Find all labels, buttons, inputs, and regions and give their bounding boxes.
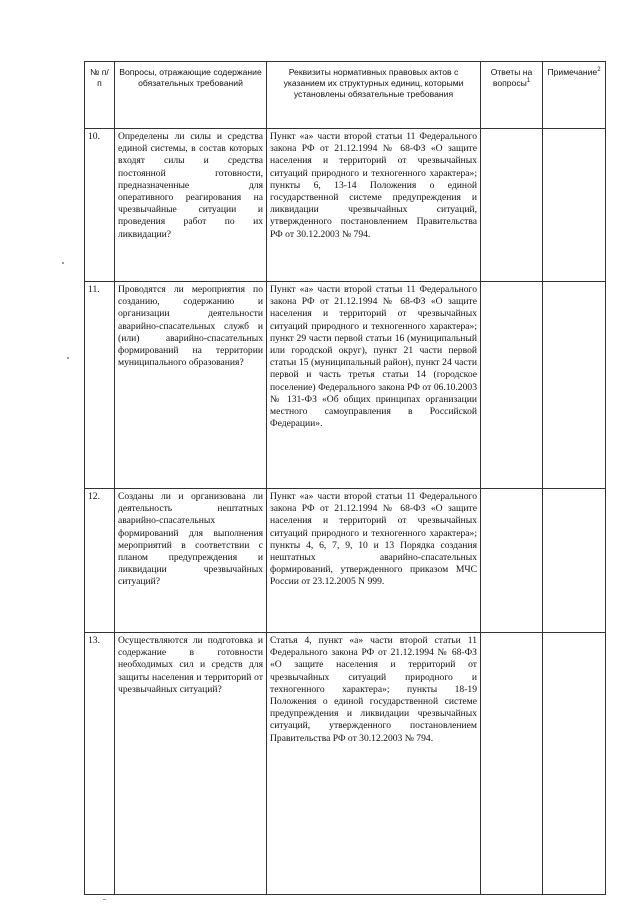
row-requisites: Пункт «а» части второй статьи 11 Федерального закона РФ от 21.12.1994 № 68-ФЗ «О защите населения и территорий от чрезвычайных ситуаций природного и техногенного характера»; пункты 6, 13-14 Положения о единой государственной системе предупреждения и ликвидации чрезвычайных ситуаций, утвержденного постановлением Правительства РФ от 30.12.2003 № 794.: [267, 129, 481, 282]
scan-speck: [67, 357, 69, 359]
row-note-cell[interactable]: [543, 282, 606, 489]
header-answers-label: Ответы на вопросы: [490, 67, 533, 88]
table-row: [85, 633, 606, 895]
row-answer-cell[interactable]: [481, 489, 543, 633]
row-answer-cell[interactable]: [481, 633, 543, 895]
scan-speck: [103, 899, 106, 900]
row-question: Проводятся ли мероприятия по созданию, содержанию и организации деятельности аварийно-спасательных служб и (или) аварийно-спасательных формирований на территории муниципального образования?: [115, 282, 267, 489]
row-requisites: Статья 4, пункт «а» части второй статьи 11 Федерального закона РФ от 21.12.1994 № 68-ФЗ «О защите населения и территорий от чрезвычайных ситуаций природного и техногенного характера»; пункты 18-19 Положения о единой государственной системе предупреждения и ликвидации чрезвычайных ситуаций, утвержденного постановлением Правительства РФ от 30.12.2003 № 794.: [267, 633, 481, 895]
table-row: [85, 489, 606, 633]
requirements-table: [84, 61, 606, 895]
header-question: Вопросы, отражающие содержание обязательных требований: [115, 62, 267, 129]
header-requisites: Реквизиты нормативных правовых актов с указанием их структурных единиц, которыми установлены обязательные требования: [267, 62, 481, 129]
row-answer-cell[interactable]: [481, 282, 543, 489]
header-answers-footnote: 1: [526, 78, 531, 85]
row-requisites: Пункт «а» части второй статьи 11 Федерального закона РФ от 21.12.1994 № 68-ФЗ «О защите населения и территорий от чрезвычайных ситуаций природного и техногенного характера»; пункты 4, 6, 7, 9, 10 и 13 Порядка создания нештатных аварийно-спасательных формирований, утвержденного приказом МЧС России от 23.12.2005 N 999.: [267, 489, 481, 633]
row-question: Определены ли силы и средства единой системы, в состав которых входят силы и средства постоянной готовности, предназначенные для оперативного реагирования на чрезвычайные ситуации и проведения работ по их ликвидации?: [115, 129, 267, 282]
row-note-cell[interactable]: [543, 489, 606, 633]
row-note-cell[interactable]: [543, 633, 606, 895]
header-note-footnote: 2: [597, 67, 601, 74]
table-row: [85, 129, 606, 282]
row-answer-cell[interactable]: [481, 129, 543, 282]
table-header-row: [85, 62, 606, 129]
row-requisites: Пункт «а» части второй статьи 11 Федерального закона РФ от 21.12.1994 № 68-ФЗ «О защите населения и территорий от чрезвычайных ситуаций природного и техногенного характера»; пункт 29 части первой статьи 16 (муниципальный или городской округ), пункт 21 части первой статьи 15 (муниципальный район), пункт 24 части первой и часть третья статьи 14 (городское поселение) Федерального закона РФ от 06.10.2003 № 131-ФЗ «Об общих принципах организации местного самоуправления в Российской Федерации».: [267, 282, 481, 489]
row-question: Созданы ли и организована ли деятельность нештатных аварийно-спасательных формирований для выполнения мероприятий в соответствии с планом предупреждения и ликвидации чрезвычайных ситуаций?: [115, 489, 267, 633]
scan-speck: [62, 262, 64, 264]
row-number: 12.: [85, 489, 115, 633]
header-num: № п/п: [85, 62, 115, 129]
header-answers: [481, 62, 543, 129]
header-note-label: Примечание: [547, 67, 598, 77]
row-question: Осуществляются ли подготовка и содержание в готовности необходимых сил и средств для защиты населения и территорий от чрезвычайных ситуаций?: [115, 633, 267, 895]
row-number: 13.: [85, 633, 115, 895]
table-row: [85, 282, 606, 489]
row-note-cell[interactable]: [543, 129, 606, 282]
row-number: 11.: [85, 282, 115, 489]
header-note: [543, 62, 606, 129]
row-number: 10.: [85, 129, 115, 282]
